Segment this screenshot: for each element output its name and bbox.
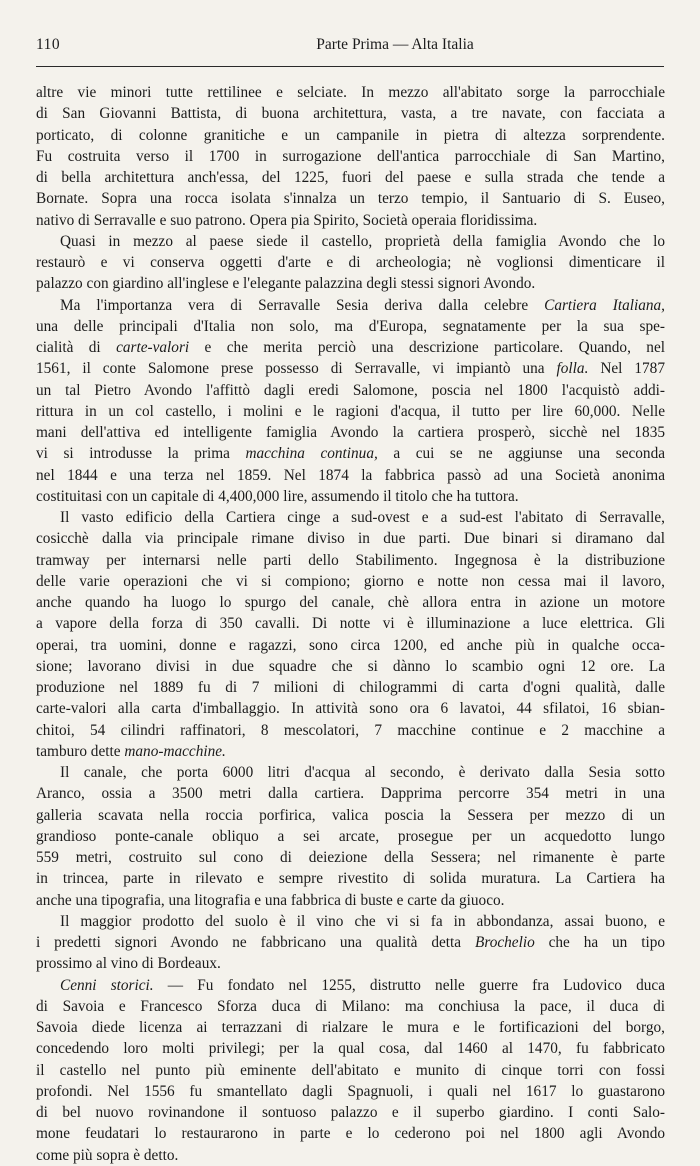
text-line: Quasi in mezzo al paese siede il castello, proprietà della famiglia Avondo che lo [60, 232, 665, 250]
text-line: 559 metri, costruito sul cono di deiezione della Sessera; nel rimanente è parte [36, 849, 665, 866]
italic-term: carte-valori [116, 339, 190, 356]
text-line: profondi. Nel 1556 fu smantellato dagli Spagnuoli, i quali nel 1617 lo guastarono [36, 1082, 665, 1100]
paragraph [36, 82, 665, 231]
text-line: in trincea, parte in rilevato e sempre rivestito di solida muratura. La Cartiera ha [36, 870, 665, 888]
text-run: 1561, il conte Salomone prese possesso di Serravalle, vi impiantò una [36, 360, 557, 378]
text-line: operai, tra uomini, donne e ragazzi, sono circa 1200, ed anche più in qualche occa- [36, 636, 665, 654]
text-line: costituitasi con un capitale di 4,400,000 lire, assumendo il titolo che ha tuttora. [36, 487, 519, 505]
italic-term: macchina continua, [245, 445, 378, 463]
text-line [36, 295, 665, 316]
text-line: rittura in un col castello, i molini e le ragioni d'acqua, il tutto per lire 60,000. Nelle [36, 402, 665, 420]
text-line: un tal Pietro Avondo l'affittò dagli eredi Salomone, poscia nel 1800 l'acquistò addi- [36, 381, 665, 399]
text-run: vi si introdusse la prima [36, 445, 246, 463]
text-line: di San Giovanni Battista, di buona architettura, vasta, a tre navate, con facciata a [36, 105, 665, 123]
text-line: mone feudatari lo restaurarono in parte e lo cederono poi nel 1800 agli Avondo [36, 1125, 665, 1143]
paragraph [36, 975, 665, 1166]
page-number: 110 [36, 36, 61, 53]
text-line [36, 932, 665, 953]
text-run: a cui se ne aggiunse una seconda [377, 445, 665, 463]
text-line: galleria scavata nella roccia porfirica, valica poscia la Sessera per mezzo di un [36, 806, 665, 824]
text-line: Il canale, che porta 6000 litri d'acqua al secondo, è derivato dalla Sesia sotto [60, 764, 665, 781]
text-run: Nel 1787 [588, 360, 665, 378]
text-line: delle varie operazioni che vi si compiono; giorno e notte non cessa mai il lavoro, [36, 572, 665, 590]
text-run: che ha un tipo [534, 934, 665, 951]
text-line: carte-valori alla carta d'imballaggio. In attività sono ora 6 lavatoi, 44 sfilatoi, 16 sbian- [36, 700, 665, 718]
text-line: mani dell'attiva ed intelligente famiglia Avondo la cartiera prosperò, sicchè nel 1835 [36, 424, 665, 441]
text-line: Fu costruita verso il 1700 in surrogazione dell'antica parrocchiale di San Martino, [36, 147, 665, 165]
text-line: altre vie minori tutte rettilinee e selciate. In mezzo all'abitato sorge la parrocchiale [36, 84, 665, 101]
text-run: — Fu fondato nel 1255, distrutto nelle guerre fra Ludovico duca [153, 976, 665, 994]
italic-term: mano-macchine. [124, 742, 226, 760]
running-head: Parte Prima — Alta Italia [316, 36, 474, 53]
text-line [36, 975, 665, 996]
paragraph [36, 231, 665, 295]
text-line: produzione nel 1889 fu di 7 milioni di chilogrammi di carta d'ogni qualità, dalle [36, 679, 665, 696]
italic-term: Cartiera Italiana, [544, 296, 665, 314]
text-line: Bornate. Sopra una rocca isolata s'innalza un terzo tempio, il Santuario di S. Euseo, [36, 190, 665, 208]
paragraph [36, 911, 665, 975]
text-line: nativo di Serravalle e suo patrono. Opera pia Spirito, Società operaia floridissima. [36, 211, 538, 229]
text-line: anche quando ha luogo lo spurgo del canale, chè allora entra in azione un motore [36, 594, 665, 611]
header-rule [36, 66, 664, 67]
text-run: e che merita perciò una descrizione particolare. Quando, nel [189, 339, 665, 356]
text-line [36, 358, 665, 379]
text-line: Aranco, ossia a 3500 metri dalla cartiera. Dapprima percorre 354 metri in una [36, 785, 665, 803]
text-run: Ma l'importanza vera di Serravalle Sesia deriva dalla celebre [60, 296, 545, 314]
text-line: di bel nuovo rovinandone il sontuoso palazzo e il superbo giardino. I conti Salo- [36, 1104, 665, 1121]
text-line [36, 741, 665, 762]
text-line: come più sopra è detto. [36, 1146, 179, 1164]
text-line [36, 337, 665, 358]
text-line: chitoi, 54 cilindri raffinatori, 8 mescolatori, 7 macchine continue e 2 macchine a [36, 721, 665, 739]
text-line: grandioso ponte-canale obliquo a sei arcate, prosegue per un acquedotto lungo [36, 827, 665, 845]
text-line: cosicchè dalla via principale rimane diviso in due parti. Due binari si diramano dal [36, 530, 665, 548]
text-line: tramway per internarsi nelle parti dello Stabilimento. Ingegnosa è la distribuzione [36, 551, 665, 569]
italic-term: Cenni storici. [60, 976, 154, 994]
text-line: Il vasto edificio della Cartiera cinge a sud-ovest e a sud-est l'abitato di Serravalle, [60, 509, 665, 526]
text-line: Savoia diede licenza ai terrazzani di rialzare le mura e le fortificazioni del borgo, [36, 1019, 665, 1036]
text-line: il castello nel punto più eminente dell'abitato e munito di cinque torri con fossi [36, 1061, 665, 1079]
text-line: a vapore della forza di 350 cavalli. Di notte vi è illuminazione a luce elettrica. Gli [36, 615, 665, 633]
page-header [36, 34, 664, 56]
paragraph [36, 507, 665, 762]
paragraph [36, 762, 665, 911]
text-line: palazzo con giardino all'inglese e l'elegante palazzina degli stessi signori Avondo. [36, 275, 536, 293]
paragraph [36, 295, 665, 508]
text-line: prossimo al vino di Bordeaux. [36, 955, 221, 973]
body-text [36, 82, 665, 1166]
text-line: anche una tipografia, una litografia e una fabbrica di buste e carte da giuoco. [36, 891, 505, 909]
text-line: Il maggior prodotto del suolo è il vino che vi si fa in abbondanza, assai buono, e [60, 912, 665, 930]
text-line: concedendo loro molti privilegi; per la qual cosa, dal 1460 al 1470, fu fabbricato [36, 1040, 665, 1058]
text-line [36, 443, 665, 464]
italic-term: folla. [556, 360, 589, 378]
text-run: tamburo dette [36, 742, 125, 760]
text-run: i predetti signori Avondo ne fabbricano una qualità detta [36, 934, 475, 951]
text-line: restaurò e vi conserva oggetti d'arte e di archeologia; nè voglionsi dimenticare il [36, 254, 665, 271]
text-line: sione; lavorano divisi in due squadre che si dànno lo scambio ogni 12 ore. La [36, 657, 665, 675]
text-line: porticato, di colonne granitiche e un campanile in pietra di altezza sorprendente. [36, 126, 665, 144]
text-line: di bella architettura anch'essa, del 1225, fuori del paese e sulla strada che tende a [36, 169, 665, 186]
text-line: una delle principali d'Italia non solo, ma d'Europa, segnatamente per la sua spe- [36, 317, 665, 335]
text-line: nel 1844 e una terza nel 1859. Nel 1874 la fabbrica passò ad una Società anonima [36, 466, 665, 484]
text-line: di Savoia e Francesco Sforza duca di Milano: ma conchiusa la pace, il duca di [36, 997, 665, 1015]
italic-term: Brochelio [474, 934, 535, 951]
text-run: cialità di [36, 339, 117, 356]
